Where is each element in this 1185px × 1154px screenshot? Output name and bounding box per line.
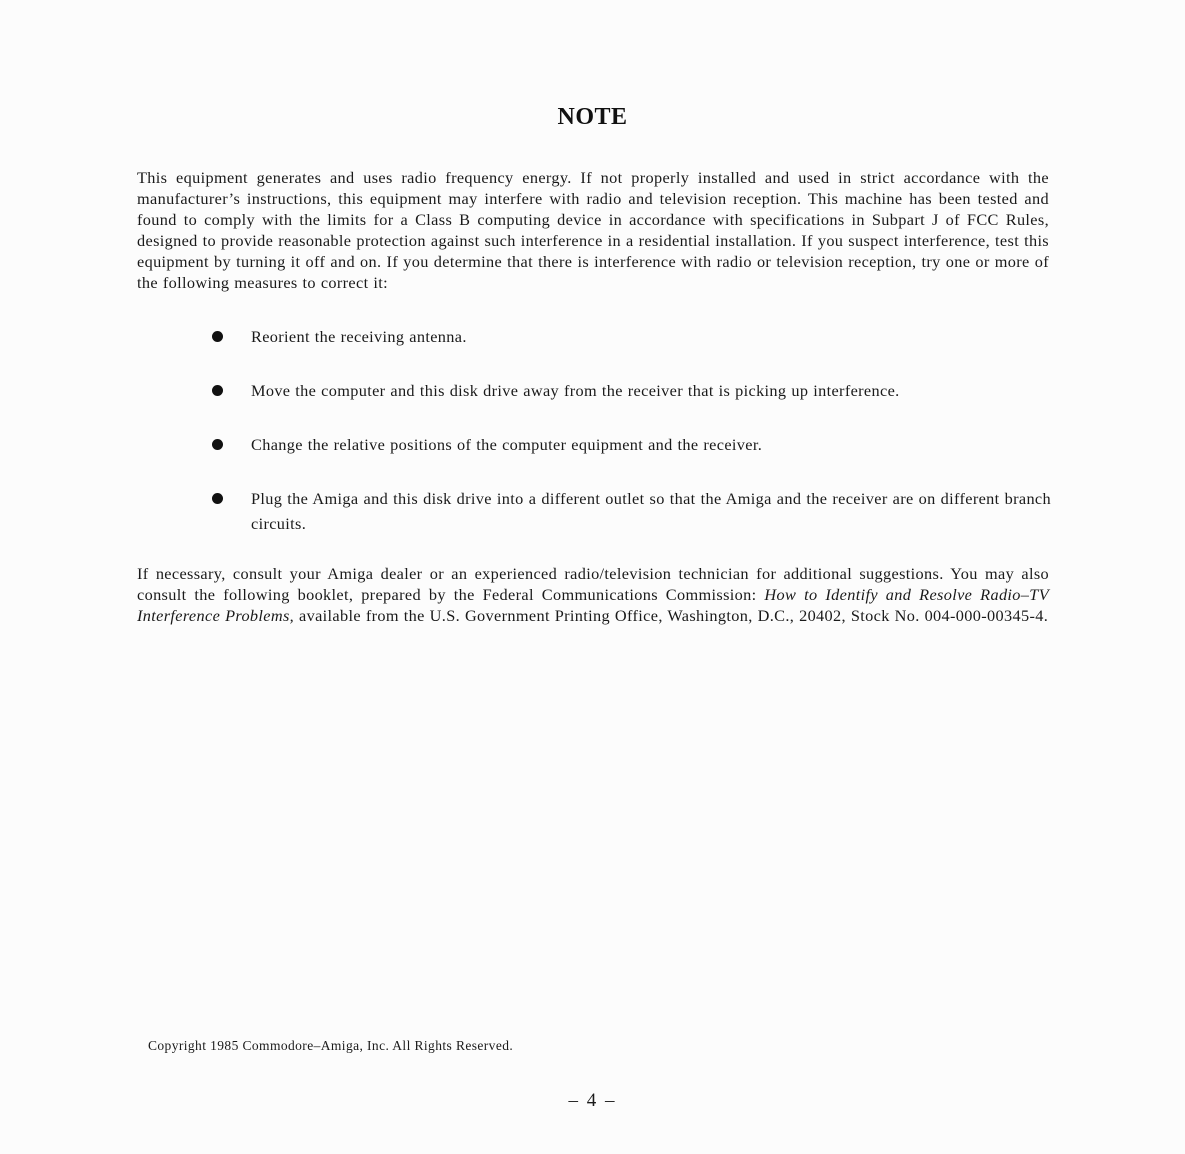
bullet-icon <box>212 385 223 396</box>
booklet-title: How to Identify and Resolve Radio–TV Interference Problems, <box>137 585 1049 625</box>
closing-text-before: If necessary, consult your Amiga dealer or an experienced radio/television technician for additional suggestions. You may also consult the following booklet, prepared by the Federal Communications Commission: <box>137 564 1049 604</box>
measure-text: Plug the Amiga and this disk drive into a different outlet so that the Amiga and the receiver are on different branch circuits. <box>251 489 1051 533</box>
bullet-icon <box>212 331 223 342</box>
measure-text: Reorient the receiving antenna. <box>251 327 467 346</box>
closing-text-after: available from the U.S. Government Printing Office, Washington, D.C., 20402, Stock No. 004-000-00345-4. <box>294 606 1049 625</box>
intro-paragraph: This equipment generates and uses radio frequency energy. If not properly installed and used in strict accordance with the manufacturer’s instructions, this equipment may interfere with radio and television reception. This machine has been tested and found to comply with the limits for a Class B computing device in accordance with specifications in Subpart J of FCC Rules, designed to provide reasonable protection against such interference in a residential installation. If you suspect interference, test this equipment by turning it off and on. If you determine that there is interference with radio or television reception, try one or more of the following measures to correct it: <box>137 168 1049 292</box>
closing-paragraph <box>137 563 1049 626</box>
measure-text: Move the computer and this disk drive away from the receiver that is picking up interference. <box>251 381 900 400</box>
bullet-icon <box>212 439 223 450</box>
bullet-icon <box>212 493 223 504</box>
page-title: NOTE <box>557 104 628 130</box>
page-number: – 4 – <box>568 1090 617 1111</box>
measure-text: Change the relative positions of the computer equipment and the receiver. <box>251 435 763 454</box>
copyright-notice: Copyright 1985 Commodore–Amiga, Inc. All Rights Reserved. <box>148 1038 514 1053</box>
